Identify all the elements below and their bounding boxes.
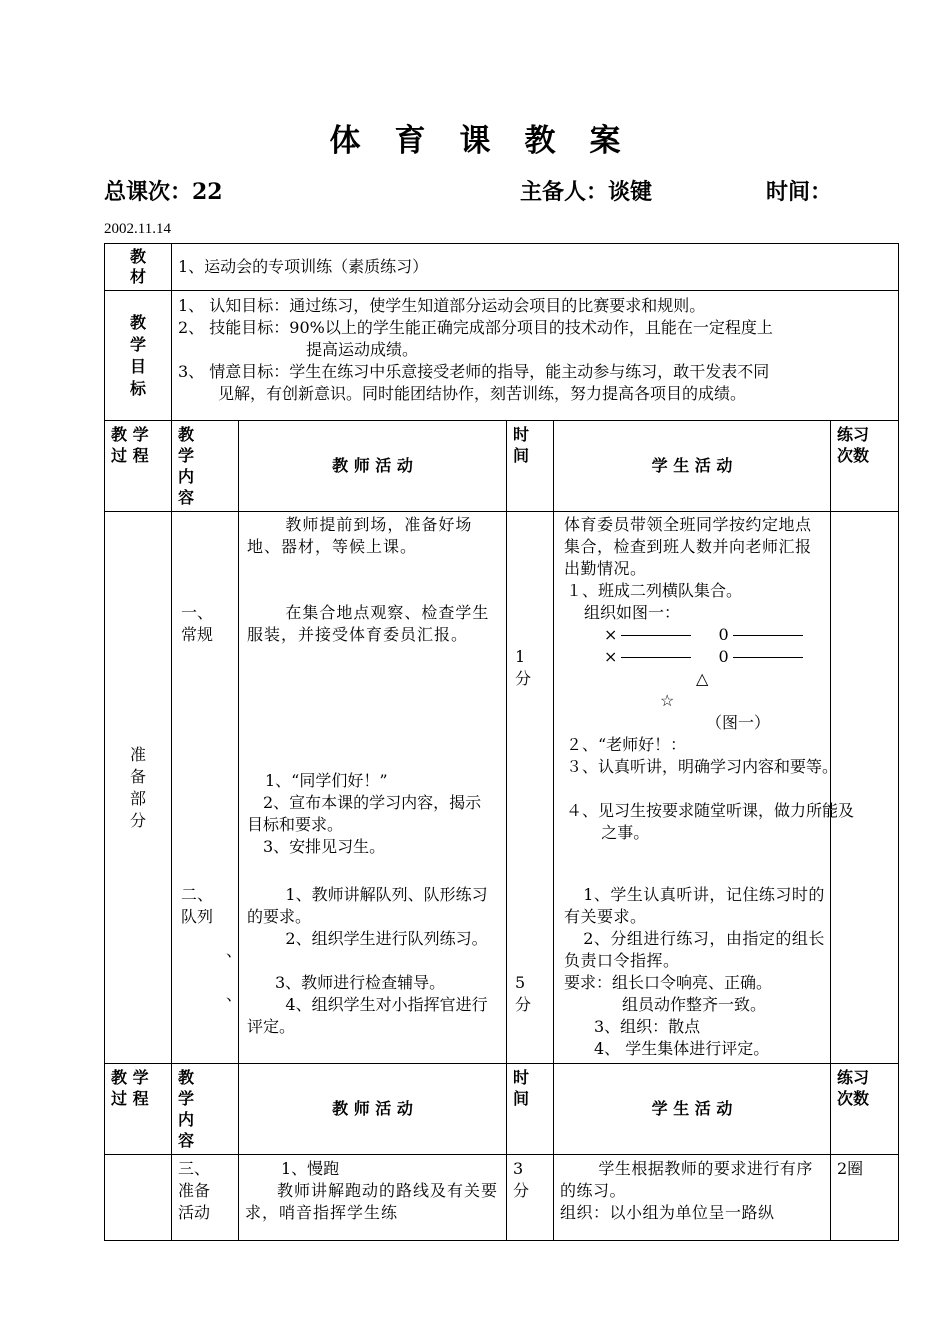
prep-teacher <box>239 512 507 1064</box>
activity-content: 三、准备活动 <box>172 1155 239 1241</box>
material-row <box>105 244 899 291</box>
figure-caption: （图一） <box>706 713 771 732</box>
header-teacher: 教 师 活 动 <box>239 1064 507 1155</box>
title-char: 课 <box>459 123 491 159</box>
prep-count <box>831 512 899 1064</box>
content-mark: 、 <box>226 941 243 960</box>
diagram-row <box>604 624 803 646</box>
objective-item: 3、 情意目标：学生在练习中乐意接受老师的指导，能主动参与练习，敢干发表不同 <box>178 362 770 381</box>
student-text: 4、 学生集体进行评定。 <box>594 1039 770 1058</box>
title-char: 育 <box>394 123 426 159</box>
student-text: 体育委员带领全班同学按约定地点集合，检查到班人数并向老师汇报出勤情况。 <box>564 515 812 578</box>
header-process: 教 学 过 程 <box>105 421 172 512</box>
student-text: 3、组织：散点 <box>594 1017 701 1036</box>
objective-item: 2、 技能目标：90%以上的学生能正确完成部分项目的技术动作，且能在一定程度上 <box>178 318 773 337</box>
teacher-text: 3、教师进行检查辅导。 <box>275 973 446 992</box>
student-text: 要求：组长口令响亮、正确。 <box>564 973 773 992</box>
objectives-content <box>172 291 899 421</box>
activity-count: 2圈 <box>831 1155 899 1241</box>
title-char: 教 <box>524 123 556 159</box>
material-label: 教材 <box>105 244 172 291</box>
teacher-text: 2、组织学生进行队列练习。 <box>285 929 488 948</box>
title-char: 体 <box>329 123 361 159</box>
student-text: ３、认真听讲，明确学习内容和要等。 <box>566 757 839 776</box>
diagram-line <box>733 635 803 636</box>
header-time: 时间 <box>507 1064 554 1155</box>
lesson-plan-table <box>104 243 899 1241</box>
triangle-mark: △ <box>696 669 709 688</box>
student-text: 学生根据教师的要求进行有序的练习。 <box>560 1159 813 1200</box>
student-text: 组织如图一： <box>584 603 681 622</box>
material-content: 1、运动会的专项训练（素质练习） <box>172 244 899 291</box>
diagram-line <box>621 657 691 658</box>
diagram-line <box>621 635 691 636</box>
header-row-1 <box>105 421 899 512</box>
header-time: 时间 <box>507 421 554 512</box>
teacher-text: 3、安排见习生。 <box>263 837 386 856</box>
header-teacher: 教 师 活 动 <box>239 421 507 512</box>
content-formation: 二、队列 <box>181 885 214 926</box>
prep-time <box>507 512 554 1064</box>
student-text: 组织：以小组为单位呈一路纵 <box>560 1203 775 1222</box>
objective-item: 提高运动成绩。 <box>306 340 419 359</box>
activity-row <box>105 1155 899 1241</box>
header-count: 练习次数 <box>831 1064 899 1155</box>
teacher-text: 1、慢跑 <box>281 1159 340 1178</box>
activity-teacher <box>239 1155 507 1241</box>
teacher-text: 教师提前到场，准备好场地、器材，等候上课。 <box>247 515 473 556</box>
header-content: 教学内容 <box>172 421 239 512</box>
student-text: 组员动作整齐一致。 <box>622 995 767 1014</box>
cross-mark: × <box>604 647 618 666</box>
teacher-text: 1、“同学们好！” <box>265 771 388 790</box>
student-text: 2、分组进行练习，由指定的组长负责口令指挥。 <box>564 929 825 970</box>
objectives-label: 教学目标 <box>105 291 172 421</box>
time-label: 时间： <box>766 179 833 205</box>
prep-student <box>554 512 855 1064</box>
objectives-row <box>105 291 899 421</box>
page-title <box>0 115 950 160</box>
student-text: １、班成二列横队集合。 <box>566 581 743 600</box>
preparer: 主备人：谈键 <box>520 179 653 205</box>
total-lessons: 总课次：22 <box>104 179 223 205</box>
prep-content <box>172 512 243 1064</box>
header-row-2 <box>105 1064 899 1155</box>
prep-row <box>105 512 899 1064</box>
header-count: 练习次数 <box>831 421 899 512</box>
content-mark: 、 <box>226 985 243 1004</box>
activity-time: 3分 <box>507 1155 554 1241</box>
header-student: 学 生 活 动 <box>554 421 831 512</box>
teacher-text: 1、教师讲解队列、队形练习的要求。 <box>247 885 488 926</box>
student-text: ２、“老师好！： <box>566 735 687 754</box>
cross-mark: × <box>604 625 618 644</box>
teacher-text: 在集合地点观察、检查学生服装，并接受体育委员汇报。 <box>247 603 490 644</box>
time-formation: 5分 <box>515 973 532 1014</box>
prep-section-label: 准 备 部 分 <box>105 512 172 1064</box>
student-text: 1、学生认真听讲，记住练习时的有关要求。 <box>564 885 825 926</box>
header-student: 学 生 活 动 <box>554 1064 831 1155</box>
zero-mark: 0 <box>718 625 729 644</box>
objective-item: 见解，有创新意识。同时能团结协作，刻苦训练，努力提高各项目的成绩。 <box>218 384 747 403</box>
title-char: 案 <box>589 123 621 159</box>
activity-student <box>554 1155 831 1241</box>
objective-item: 1、 认知目标：通过练习，使学生知道部分运动会项目的比赛要求和规则。 <box>178 296 706 315</box>
diagram-row <box>604 646 803 668</box>
teacher-text: 4、组织学生对小指挥官进行评定。 <box>247 995 488 1036</box>
zero-mark: 0 <box>718 647 729 666</box>
diagram-line <box>733 657 803 658</box>
activity-section <box>105 1155 172 1241</box>
time-routine: 1分 <box>515 647 532 688</box>
lesson-date: 2002.11.14 <box>104 221 171 237</box>
student-text: ４、见习生按要求随堂听课，做力所能及之事。 <box>566 801 855 842</box>
star-mark: ☆ <box>660 691 675 710</box>
content-routine: 一、常规 <box>181 603 214 644</box>
header-process: 教 学 过 程 <box>105 1064 172 1155</box>
teacher-text: 2、宣布本课的学习内容，揭示目标和要求。 <box>247 793 482 834</box>
header-content: 教学内容 <box>172 1064 239 1155</box>
teacher-text: 教师讲解跑动的路线及有关要求，哨音指挥学生练 <box>245 1181 499 1222</box>
